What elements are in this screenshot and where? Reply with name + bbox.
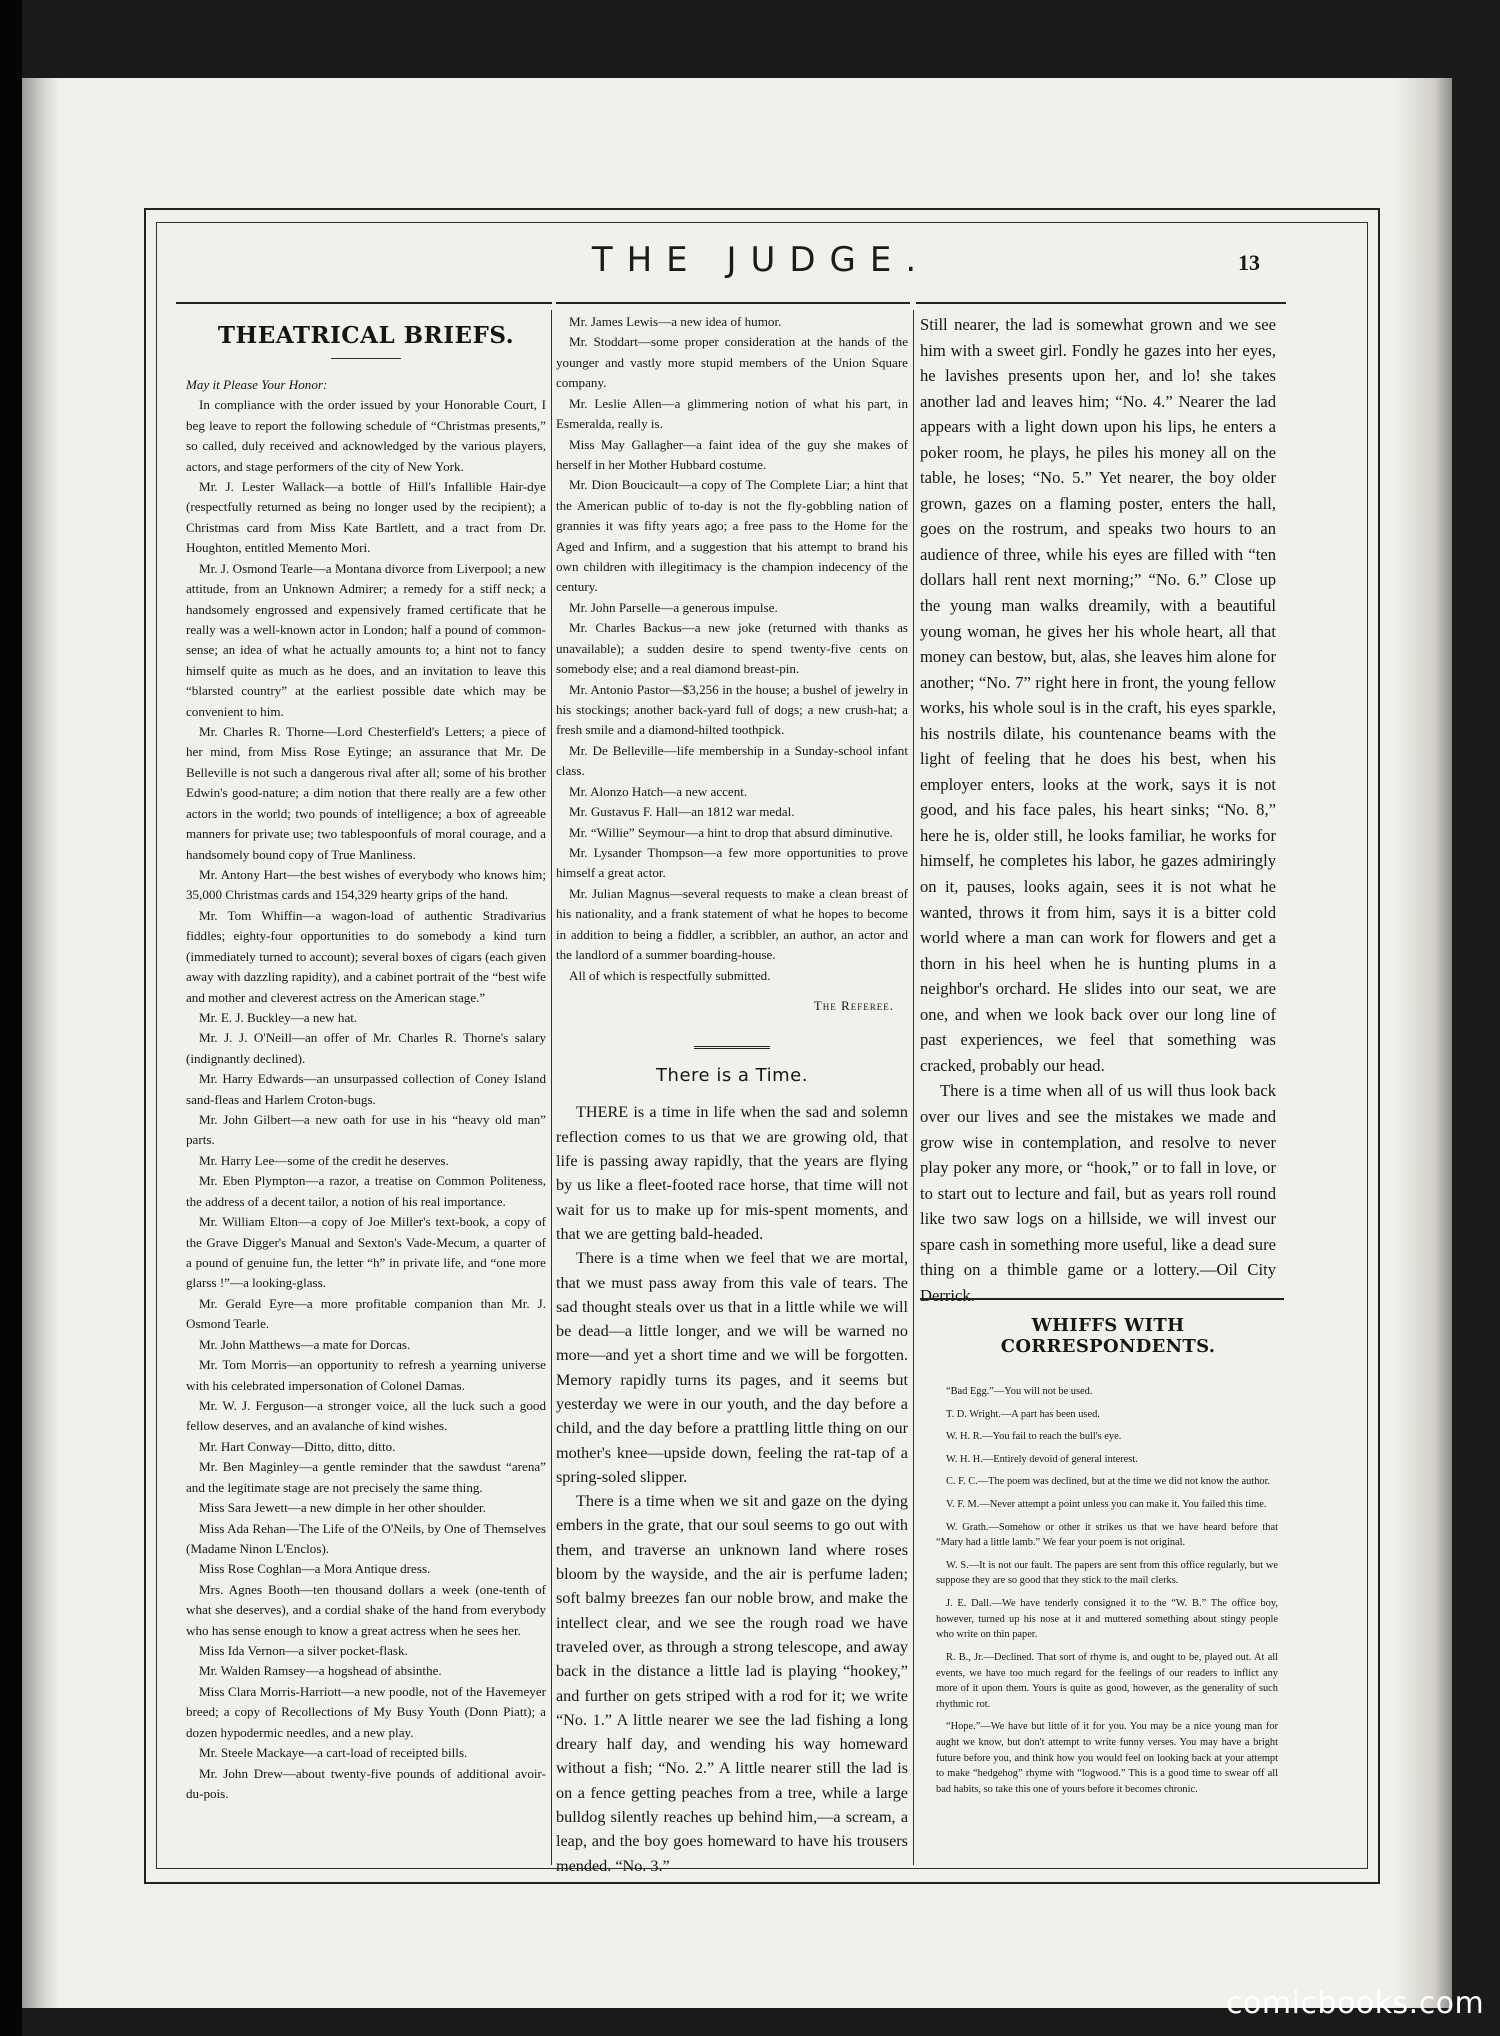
brief-paragraph: Miss Rose Coghlan—a Mora Antique dress. [199,1561,431,1577]
brief-paragraph: Miss Clara Morris-Harriott—a new poodle, not of the Havemeyer breed; a copy of Recollections of My Busy Youth (Donn Piatt); a dozen hypodermic needles, and a new play. [186,1683,546,1740]
brief-paragraph: Mr. Dion Boucicault—a copy of The Complete Liar; a hint that the American public of to-day is not the fly-gobbling nation of grannies it was fifty years ago; a free pass to the Home for the Aged and Infirm, and a suggestion that his attempt to brand his own children with illegitimacy is the champion indecency of the century. [556,477,908,595]
brief-paragraph: Miss Ada Rehan—The Life of the O'Neils, by One of Themselves (Madame Ninon L'Enclos). [186,1520,546,1556]
whiffs-list [936,1384,1278,1804]
whiff-item: “Hope.”—We have but little of it for you. You may be a nice young man for aught we know, but don't attempt to write funny verses. You may have a bright future before you, and think how you would feel on looking back at your attempt to make “hedgehog” rhyme with “logwood.” This is a good time to swear off all bad habits, so take this one of yours before it becomes chronic. [936,1721,1278,1795]
theatrical-briefs-heading: THEATRICAL BRIEFS. [217,322,515,349]
brief-paragraph: Mr. Charles Backus—a new joke (returned with thanks as unavailable); a sudden desire to spend twenty-five cents on somebody else; and a real diamond breast-pin. [556,620,908,677]
brief-paragraph: Mr. Alonzo Hatch—a new accent. [569,783,748,799]
whiff-item: W. H. R.—You fail to reach the bull's eye. [946,1431,1122,1443]
brief-paragraph: Mr. J. Osmond Tearle—a Montana divorce from Liverpool; a new attitude, from an Unknown Admirer; a remedy for a stiff neck; a handsomely engrossed and expensively framed certificate that he really was a well-known actor in London; half a pound of common-sense; an idea of what he actually amounts to; a hint not to fancy himself quite as much as he does, and an invitation to leave this “blarsted country” at the earliest possible date which may be convenient to him. [186,560,546,719]
brief-paragraph: Mr. John Drew—about twenty-five pounds of additional avoir-du-pois. [186,1765,546,1801]
essay-paragraph: There is a time when we feel that we are mortal, that we must pass away from this vale of tears. The sad thought steals over us that in a little while we will be dead—a little longer, and we will be warned no more—and yet a short time and we will be forgotten. Memory rapidly turns its pages, and it seems but yesterday we were in our youth, and the day before a child, and the day before a prattling little thing on our mother's knee—upside down, feeling the rat-tap of a spring-soled slipper. [556,1249,908,1486]
brief-paragraph: All of which is respectfully submitted. [569,967,771,983]
header-rule-col1 [176,302,552,304]
salutation: May it Please Your Honor: [186,376,328,392]
referee-signature: The Referee. [813,997,894,1013]
whiffs-top-rule [920,1298,1284,1300]
brief-paragraph: Mr. E. J. Buckley—a new hat. [199,1009,358,1025]
brief-paragraph: Mr. Ben Maginley—a gentle reminder that the sawdust “arena” and the legitimate stage are not precisely the same thing. [186,1459,546,1495]
column-1 [186,312,546,1804]
brief-paragraph: Mr. Lysander Thompson—a few more opportunities to prove himself a great actor. [556,844,908,881]
brief-paragraph: Mr. Steele Mackaye—a cart-load of receipted bills. [199,1745,468,1761]
scan-left-edge [0,0,22,2036]
brief-paragraph: Mr. Antonio Pastor—$3,256 in the house; a bushel of jewelry in his stockings; another back-yard full of dogs; a new crush-hat; a fresh smile and a diamond-hilted toothpick. [556,681,908,738]
watermark-text: comicbooks.com [1226,1986,1485,2021]
brief-paragraph: Mr. Walden Ramsey—a hogshead of absinthe. [199,1663,442,1679]
masthead-title: THE JUDGE. [591,240,931,280]
brief-paragraph: Mr. Harry Lee—some of the credit he deserves. [199,1152,449,1168]
essay-paragraph: There is a time when all of us will thus look back over our lives and see the mistakes we made and grow wise in contemplation, and resolve to never play poker any more, or “hook,” or to fall in love, or to start out to lecture and fail, but as years roll round like two saw logs on a hillside, we will invest our spare cash in something more useful, like a dead sure thing on a thimble game or a lottery.—Oil City Derrick. [920,1081,1276,1305]
brief-paragraph: Mr. Charles R. Thorne—Lord Chesterfield's Letters; a piece of her mind, from Miss Rose Eytinge; an assurance that Mr. De Belleville is not such a dangerous rival after all; some of his brother Edwin's good-nature; a dim notion that there really are a few other actors in the world; two pounds of intelligence; a box of agreeable manners for private use; two tablespoonfuls of moral courage, and a handsomely bound copy of True Manliness. [186,724,546,862]
brief-paragraph: Mr. Hart Conway—Ditto, ditto, ditto. [199,1438,396,1454]
brief-paragraph: Mr. William Elton—a copy of Joe Miller's text-book, a copy of the Grave Digger's Manual and Sexton's Vade-Mecum, a quarter of a pound of genuine fun, the letter “h” in private life, and “one more glarss !”—a looking-glass. [186,1214,546,1291]
brief-paragraph: Mr. Tom Whiffin—a wagon-load of authentic Stradivarius fiddles; eighty-four opportunities to do somebody a kind turn (immediately turned to account); several boxes of cigars (each given away with dazzling rapidity), and a cabinet portrait of the “best wife and mother and cleverest actress on the American stage.” [186,907,546,1005]
there-is-a-time-heading: There is a Time. [656,1065,808,1087]
column-separator-1 [551,310,552,1865]
page-gutter [22,78,60,2008]
brief-paragraph: Mr. J. J. O'Neill—an offer of Mr. Charles R. Thorne's salary (indignantly declined). [186,1030,546,1066]
brief-paragraph: Mr. Stoddart—some proper consideration at the hands of the younger and vastly more stupid members of the Union Square company. [556,334,908,391]
brief-paragraph: Mr. W. J. Ferguson—a stronger voice, all the luck such a good fellow deserves, and an avalanche of kind wishes. [186,1397,546,1434]
brief-paragraph: In compliance with the order issued by your Honorable Court, I beg leave to report the following schedule of “Christmas presents,” so called, duly received and acknowledged by the various players, actors, and stage performers of the city of New York. [186,397,546,474]
whiff-item: W. Grath.—Somehow or other it strikes us that we have heard before that “Mary had a little lamb.” We fear your poem is not original. [936,1521,1278,1549]
brief-paragraph: Mr. De Belleville—life membership in a Sunday-school infant class. [556,742,908,779]
brief-paragraph: Mrs. Agnes Booth—ten thousand dollars a week (one-tenth of what she deserves), and a cordial shake of the hand from everybody who has sense enough to know a great actress when he sees her. [186,1581,546,1638]
column-3 [920,312,1276,1308]
whiff-item: W. H. H.—Entirely devoid of general interest. [946,1453,1138,1465]
header-rule-col3 [916,302,1286,304]
brief-paragraph: Mr. John Matthews—a mate for Dorcas. [199,1336,411,1352]
whiff-item: W. S.—It is not our fault. The papers are sent from this office regularly, but we suppose they are so good that they stick to the mail clerks. [936,1559,1278,1587]
brief-paragraph: Mr. John Parselle—a generous impulse. [569,599,778,615]
column-2 [556,312,908,1878]
column-separator-2 [913,310,914,1865]
brief-paragraph: Miss Ida Vernon—a silver pocket-flask. [199,1643,408,1659]
brief-paragraph: Mr. Gerald Eyre—a more profitable companion than Mr. J. Osmond Tearle. [186,1295,546,1332]
brief-paragraph: Mr. Leslie Allen—a glimmering notion of what his part, in Esmeralda, really is. [556,395,908,432]
whiff-item: J. E. Dall.—We have tenderly consigned it to the “W. B.” The office boy, however, turned up his nose at it and muttered something about stingy people who write on thin paper. [936,1598,1278,1641]
whiff-item: “Bad Egg.”—You will not be used. [946,1386,1093,1397]
brief-paragraph: Mr. Harry Edwards—an unsurpassed collection of Coney Island sand-fleas and Harlem Croton-bugs. [186,1071,546,1107]
section-divider [694,1046,770,1052]
essay-paragraph: THERE is a time in life when the sad and solemn reflection comes to us that we are growing old, that life is passing away rapidly, that the years are flying by us like a fleet-footed race horse, that time will not wait for us to make up for mis-spent moments, and that we are getting bald-headed. [556,1103,908,1243]
time-essay-part-1 [556,1100,908,1878]
whiff-item: R. B., Jr.—Declined. That sort of rhyme is, and ought to be, played out. At all events, we have too much regard for the feelings of our readers to inflict any more of it upon them. Yours is quite as good, however, as the generality of such rhythmic rot. [936,1651,1278,1710]
header-rule-col2 [556,302,910,304]
brief-paragraph: Mr. J. Lester Wallack—a bottle of Hill's Infallible Hair-dye (respectfully returned as being no longer used by the recipient); a Christmas card from Miss Kate Bartlett, and a tract from Dr. Houghton, entitled Memento Mori. [186,478,546,556]
brief-paragraph: Mr. Antony Hart—the best wishes of everybody who knows him; 35,000 Christmas cards and 154,329 hearty grips of the hand. [186,867,546,903]
brief-paragraph: Mr. Eben Plympton—a razor, a treatise on Common Politeness, the address of a decent tailor, a notion of his real importance. [186,1173,546,1209]
heading-rule [331,358,401,359]
page-number: 13 [1238,250,1260,275]
brief-paragraph: Mr. James Lewis—a new idea of humor. [569,314,782,329]
whiff-item: V. F. M.—Never attempt a point unless you can make it. You failed this time. [946,1499,1267,1511]
brief-paragraph: Mr. “Willie” Seymour—a hint to drop that absurd diminutive. [569,824,893,840]
whiff-item: C. F. C.—The poem was declined, but at the time we did not know the author. [946,1476,1271,1488]
brief-paragraph: Miss May Gallagher—a faint idea of the guy she makes of herself in her Mother Hubbard costume. [556,436,908,472]
essay-paragraph: There is a time when we sit and gaze on the dying embers in the grate, that our soul seems to go out with them, and traverse an unknown land where roses bloom by the wayside, and the air is perfume laden; soft balmy breezes fan our noble brow, and make the intellect clear, and we see the rough road we have traveled over, as through a strong telescope, and away back in the distance a little lad is playing “hookey,” and further on gets striped with a rod for it; we write “No. 1.” A little nearer we see the lad fishing a long dreary half day, and wending his way homeward without a fish; “No. 2.” A little nearer still the lad is on a fence getting peaches from a tree, while a large bulldog silently reaches up behind him,—a scream, a leap, and the boy goes homeward to have his trousers mended. “No. 3.” [556,1492,908,1875]
brief-paragraph: Mr. Tom Morris—an opportunity to refresh a yearning universe with his celebrated impersonation of Colonel Damas. [186,1357,546,1393]
page-curl [1395,78,1452,2008]
brief-paragraph: Mr. Julian Magnus—several requests to make a clean breast of his nationality, and a frank statement of what he hopes to become in addition to being a fiddler, a scribbler, an author, an actor and the landlord of a summer boarding-house. [556,885,908,963]
whiffs-heading: WHIFFS WITH CORRESPONDENTS. [1000,1315,1216,1357]
essay-paragraph: Still nearer, the lad is somewhat grown and we see him with a sweet girl. Fondly he gazes into her eyes, he lavishes presents upon her, and lo! she takes another lad and leaves him; “No. 4.” Nearer the lad appears with a light down upon his lips, he enters a poker room, he plays, he piles his money all on the table, he loses; “No. 5.” Yet nearer, the boy older grown, gazes on a flaming poster, enters the hall, goes on the rostrum, and speaks two hours to an audience of three, while his eyes are filled with “ten dollars hall rent next morning;” “No. 6.” Close up the young man walks dreamily, with a beautiful young woman, he gives her his whole heart, all that money can bestow, but, alas, she leaves him alone for another; “No. 7” right here in front, the young fellow works, his whole soul is in the craft, his eyes sparkle, his nostrils dilate, his countenance beams with the light of feeling that he does his best, when his employer enters, looks at the work, says it is not good, and his face pales, his heart sinks; “No. 8,” here he is, older still, he looks familiar, he works for himself, he completes his labor, he gazes admiringly on it, pauses, looks again, sees it is not what he wanted, throws it from him, says it is a bitter cold world where a man can work for flowers and get a thorn in his heel when he is hunting plums in a neighbor's orchard. He slides into our seat, we are one, and when we look back over our long line of past experiences, we feel that something was cracked, probably our head. [920,315,1276,1075]
brief-paragraph: Mr. Gustavus F. Hall—an 1812 war medal. [569,804,795,820]
whiff-item: T. D. Wright.—A part has been used. [946,1408,1100,1420]
brief-paragraph: Miss Sara Jewett—a new dimple in her other shoulder. [199,1500,486,1516]
brief-paragraph: Mr. John Gilbert—a new oath for use in his “heavy old man” parts. [186,1112,546,1148]
